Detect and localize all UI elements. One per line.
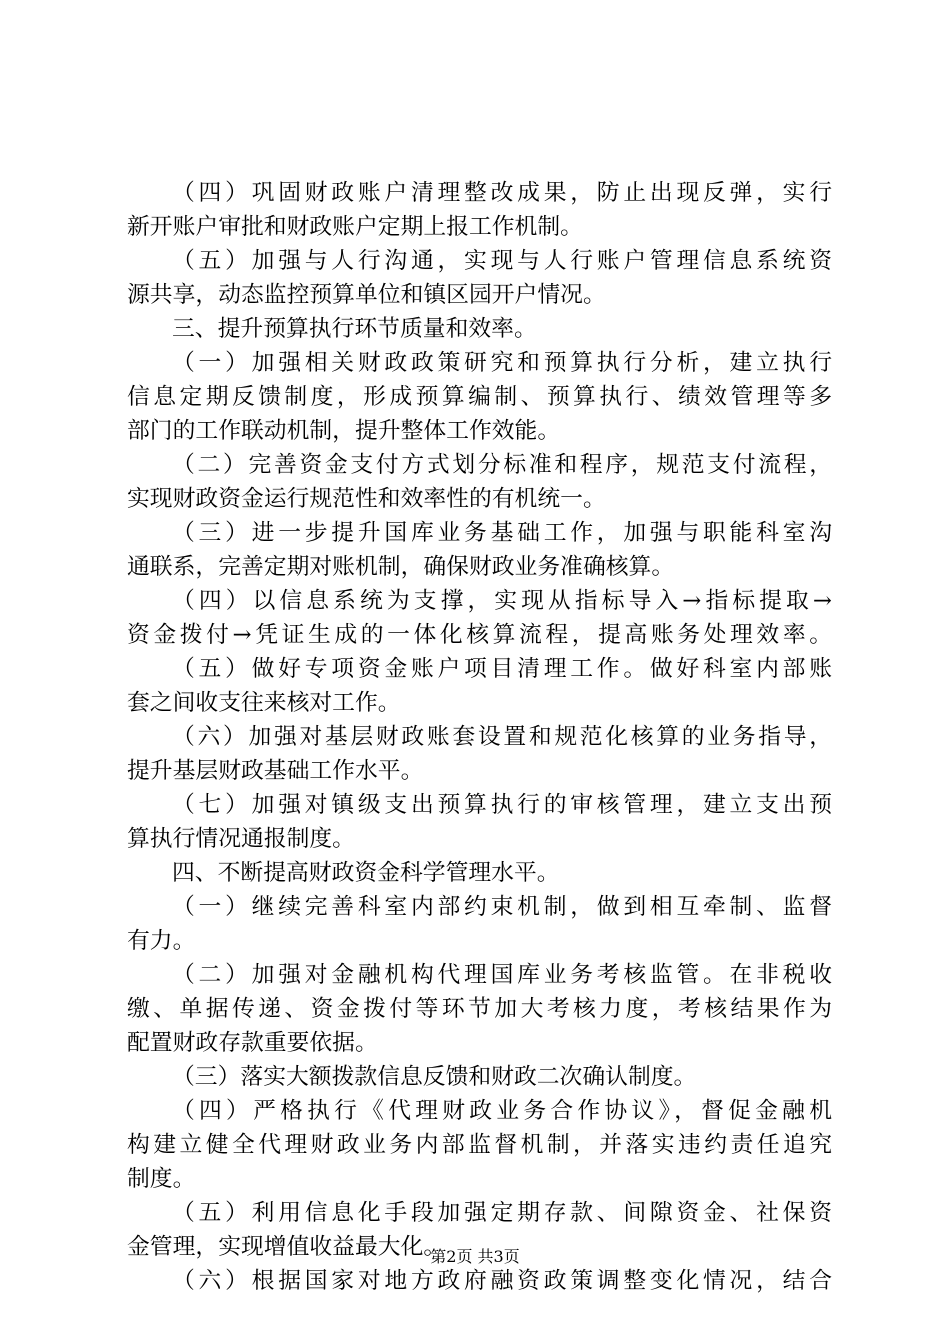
paragraph-line: （四）以信息系统为支撑，实现从指标导入→指标提取→ — [172, 588, 832, 614]
paragraph-line: 通联系，完善定期对账机制，确保财政业务准确核算。 — [127, 554, 675, 580]
section-heading: 四、不断提高财政资金科学管理水平。 — [172, 860, 560, 886]
paragraph-line: （六）根据国家对地方政府融资政策调整变化情况，结合 — [172, 1268, 832, 1294]
paragraph-line: 实现财政资金运行规范性和效率性的有机统一。 — [127, 486, 606, 512]
paragraph-line: （四）严格执行《代理财政业务合作协议》，督促金融机 — [172, 1098, 832, 1124]
paragraph-line: （五）加强与人行沟通，实现与人行账户管理信息系统资 — [172, 248, 832, 274]
paragraph-line: （四）巩固财政账户清理整改成果，防止出现反弹，实行 — [172, 180, 832, 206]
paragraph-line: 部门的工作联动机制，提升整体工作效能。 — [127, 418, 561, 444]
paragraph-line: （五）做好专项资金账户项目清理工作。做好科室内部账 — [172, 656, 832, 682]
paragraph-line: 源共享，动态监控预算单位和镇区园开户情况。 — [127, 282, 606, 308]
paragraph-line: （二）完善资金支付方式划分标准和程序，规范支付流程， — [172, 452, 832, 478]
paragraph-line: （五）利用信息化手段加强定期存款、间隙资金、社保资 — [172, 1200, 832, 1226]
paragraph-line: 缴、单据传递、资金拨付等环节加大考核力度，考核结果作为 — [127, 996, 832, 1022]
paragraph-line: （七）加强对镇级支出预算执行的审核管理，建立支出预 — [172, 792, 832, 818]
paragraph-line: 新开账户审批和财政账户定期上报工作机制。 — [127, 214, 583, 240]
paragraph-line: 信息定期反馈制度，形成预算编制、预算执行、绩效管理等多 — [127, 384, 832, 410]
paragraph-line: （一）加强相关财政政策研究和预算执行分析，建立执行 — [172, 350, 832, 376]
page-number-footer: 第2页 共3页 — [430, 1247, 520, 1266]
paragraph-line: 提升基层财政基础工作水平。 — [127, 758, 424, 784]
paragraph-line: （二）加强对金融机构代理国库业务考核监管。在非税收 — [172, 962, 832, 988]
paragraph-line: （六）加强对基层财政账套设置和规范化核算的业务指导， — [172, 724, 832, 750]
paragraph-line: 套之间收支往来核对工作。 — [127, 690, 401, 716]
paragraph-line: （三）落实大额拨款信息反馈和财政二次确认制度。 — [172, 1064, 697, 1090]
paragraph-line: 金管理，实现增值收益最大化。 — [127, 1234, 447, 1260]
paragraph-line: 资金拨付→凭证生成的一体化核算流程，提高账务处理效率。 — [127, 622, 832, 648]
paragraph-line: 算执行情况通报制度。 — [127, 826, 355, 852]
paragraph-line: （一）继续完善科室内部约束机制，做到相互牵制、监督 — [172, 894, 832, 920]
section-heading: 三、提升预算执行环节质量和效率。 — [172, 316, 537, 342]
paragraph-line: （三）进一步提升国库业务基础工作，加强与职能科室沟 — [172, 520, 832, 546]
paragraph-line: 配置财政存款重要依据。 — [127, 1030, 378, 1056]
paragraph-line: 制度。 — [127, 1166, 196, 1192]
paragraph-line: 构建立健全代理财政业务内部监督机制，并落实违约责任追究 — [127, 1132, 832, 1158]
paragraph-line: 有力。 — [127, 928, 196, 954]
